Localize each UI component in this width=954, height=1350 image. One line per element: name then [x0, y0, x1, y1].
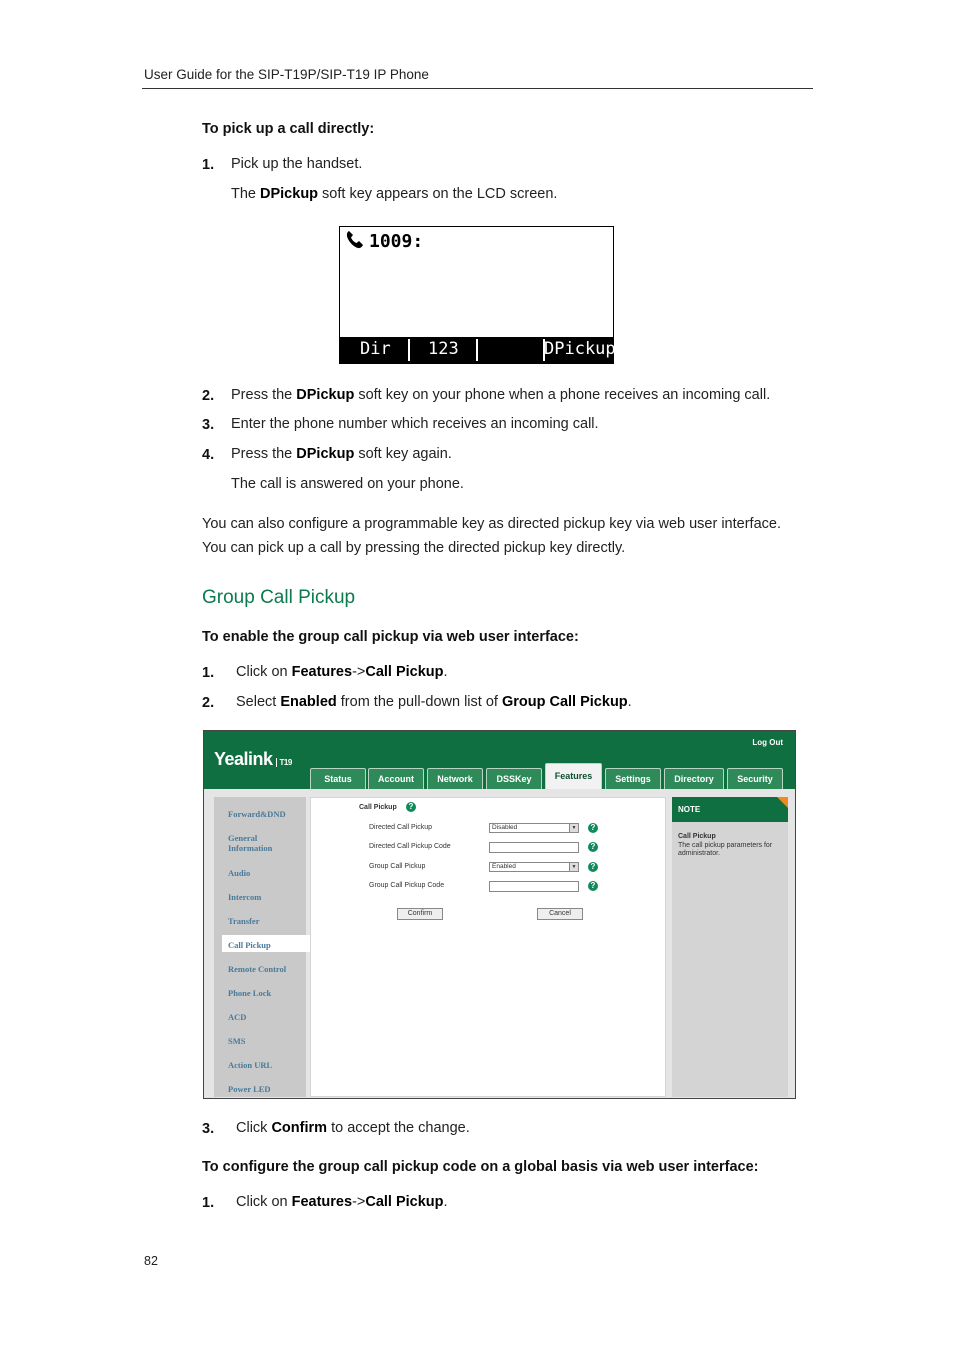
procedure-title-direct-pickup: To pick up a call directly:: [202, 121, 375, 137]
menu-path: Features: [291, 664, 353, 680]
option-name: Enabled: [280, 694, 337, 710]
step-number: 3.: [202, 417, 215, 433]
step-number: 2.: [202, 388, 215, 404]
step-text: Enter the phone number which receives an incoming call.: [231, 416, 599, 432]
softkey-dpickup[interactable]: DPickup: [544, 339, 616, 359]
softkey-name: DPickup: [260, 186, 319, 202]
running-header: User Guide for the SIP-T19P/SIP-T19 IP Phone: [144, 67, 429, 82]
web-topbar: [204, 731, 795, 789]
button-name: Confirm: [271, 1120, 328, 1136]
step-number: 2.: [202, 695, 215, 711]
section-label-call-pickup: Call Pickup: [359, 804, 397, 811]
chevron-down-icon: ▼: [569, 863, 578, 871]
step-text: Press the DPickup soft key on your phone when a phone receives an incoming call.: [231, 387, 771, 403]
help-icon[interactable]: ?: [406, 802, 416, 812]
sidebar-item-intercom[interactable]: Intercom: [228, 892, 262, 902]
handset-icon: [345, 229, 365, 254]
step-text: Click on Features->Call Pickup.: [236, 664, 448, 680]
step-text: Click on Features->Call Pickup.: [236, 1194, 448, 1210]
note-corner-icon: [777, 797, 788, 808]
procedure-title-group-pickup-code: To configure the group call pickup code on a global basis via web user interface:: [202, 1159, 759, 1175]
softkey-name: DPickup: [296, 387, 355, 403]
field-label-group-call-pickup-code: Group Call Pickup Code: [369, 882, 445, 889]
group-call-pickup-code-input[interactable]: [489, 881, 579, 892]
softkey-dir[interactable]: Dir: [360, 339, 391, 359]
web-ui-screenshot: [203, 730, 796, 1099]
step-subtext: The call is answered on your phone.: [231, 476, 464, 492]
softkey-123[interactable]: 123: [428, 339, 459, 359]
tab-security[interactable]: Security: [727, 768, 783, 789]
step-number: 4.: [202, 447, 215, 463]
yealink-logo: Yealink T19: [214, 749, 292, 769]
tab-network[interactable]: Network: [427, 768, 483, 789]
step-number: 3.: [202, 1121, 215, 1137]
sidebar-item-call-pickup[interactable]: Call Pickup: [228, 940, 271, 950]
note-text: The call pickup parameters for administrator.: [678, 842, 773, 857]
note-heading: Call Pickup: [678, 833, 716, 840]
sidebar-item-remote-control[interactable]: Remote Control: [228, 964, 287, 974]
header-rule: [142, 88, 813, 89]
step-number: 1.: [202, 665, 215, 681]
sidebar-item-general-information[interactable]: General Information: [228, 833, 273, 853]
sidebar-item-audio[interactable]: Audio: [228, 868, 251, 878]
note-title: NOTE: [672, 797, 788, 822]
menu-path: Features: [291, 1194, 353, 1210]
lcd-number: 1009:: [369, 231, 424, 252]
step-text: Click Confirm to accept the change.: [236, 1120, 470, 1136]
confirm-button[interactable]: Confirm: [397, 908, 443, 920]
directed-call-pickup-select[interactable]: Disabled ▼: [489, 823, 579, 833]
logout-link[interactable]: Log Out: [752, 738, 783, 747]
group-call-pickup-select[interactable]: Enabled ▼: [489, 862, 579, 872]
sidebar-item-power-led[interactable]: Power LED: [228, 1084, 271, 1094]
directed-call-pickup-code-input[interactable]: [489, 842, 579, 853]
sidebar-item-forward-dnd[interactable]: Forward&DND: [228, 809, 286, 819]
chevron-down-icon: ▼: [569, 824, 578, 832]
menu-path: Call Pickup: [365, 1194, 444, 1210]
field-label-group-call-pickup: Group Call Pickup: [369, 863, 426, 870]
field-label-directed-call-pickup-code: Directed Call Pickup Code: [369, 843, 451, 850]
sidebar-item-acd[interactable]: ACD: [228, 1012, 247, 1022]
softkey-name: DPickup: [296, 446, 355, 462]
step-subtext: The DPickup soft key appears on the LCD screen.: [231, 186, 558, 202]
tab-features[interactable]: Features: [545, 763, 602, 789]
body-paragraph: You can also configure a programmable key as directed pickup key via web user interface. You can pick up a call by pressing the directed pickup key directly.: [202, 516, 781, 556]
softkey-separator: [476, 339, 478, 361]
section-heading: Group Call Pickup: [202, 587, 356, 608]
step-text: Pick up the handset.: [231, 156, 363, 172]
web-sidebar: [214, 797, 306, 1097]
softkey-separator: [408, 339, 410, 361]
help-icon[interactable]: ?: [588, 842, 598, 852]
menu-path: Call Pickup: [365, 664, 444, 680]
sidebar-item-transfer[interactable]: Transfer: [228, 916, 260, 926]
sidebar-item-sms[interactable]: SMS: [228, 1036, 246, 1046]
step-number: 1.: [202, 1195, 215, 1211]
step-text: Press the DPickup soft key again.: [231, 446, 452, 462]
page-number: 82: [144, 1254, 158, 1268]
field-label-directed-call-pickup: Directed Call Pickup: [369, 824, 433, 831]
help-icon[interactable]: ?: [588, 862, 598, 872]
tab-dsskey[interactable]: DSSKey: [486, 768, 542, 789]
lcd-softkey-bar: [340, 337, 616, 363]
step-text: Select Enabled from the pull-down list of Group Call Pickup.: [236, 694, 632, 710]
note-panel: [672, 797, 788, 1097]
cancel-button[interactable]: Cancel: [537, 908, 583, 920]
lcd-call-line: [345, 229, 423, 254]
help-icon[interactable]: ?: [588, 881, 598, 891]
field-name: Group Call Pickup: [501, 694, 628, 710]
step-number: 1.: [202, 157, 215, 173]
tab-directory[interactable]: Directory: [664, 768, 724, 789]
web-main-panel: [310, 797, 666, 1097]
lcd-screen-image: [339, 226, 614, 364]
tab-settings[interactable]: Settings: [605, 768, 661, 789]
sidebar-item-action-url[interactable]: Action URL: [228, 1060, 273, 1070]
tab-status[interactable]: Status: [310, 768, 366, 789]
procedure-title-group-pickup: To enable the group call pickup via web user interface:: [202, 629, 579, 645]
sidebar-item-phone-lock[interactable]: Phone Lock: [228, 988, 272, 998]
help-icon[interactable]: ?: [588, 823, 598, 833]
tab-account[interactable]: Account: [368, 768, 424, 789]
